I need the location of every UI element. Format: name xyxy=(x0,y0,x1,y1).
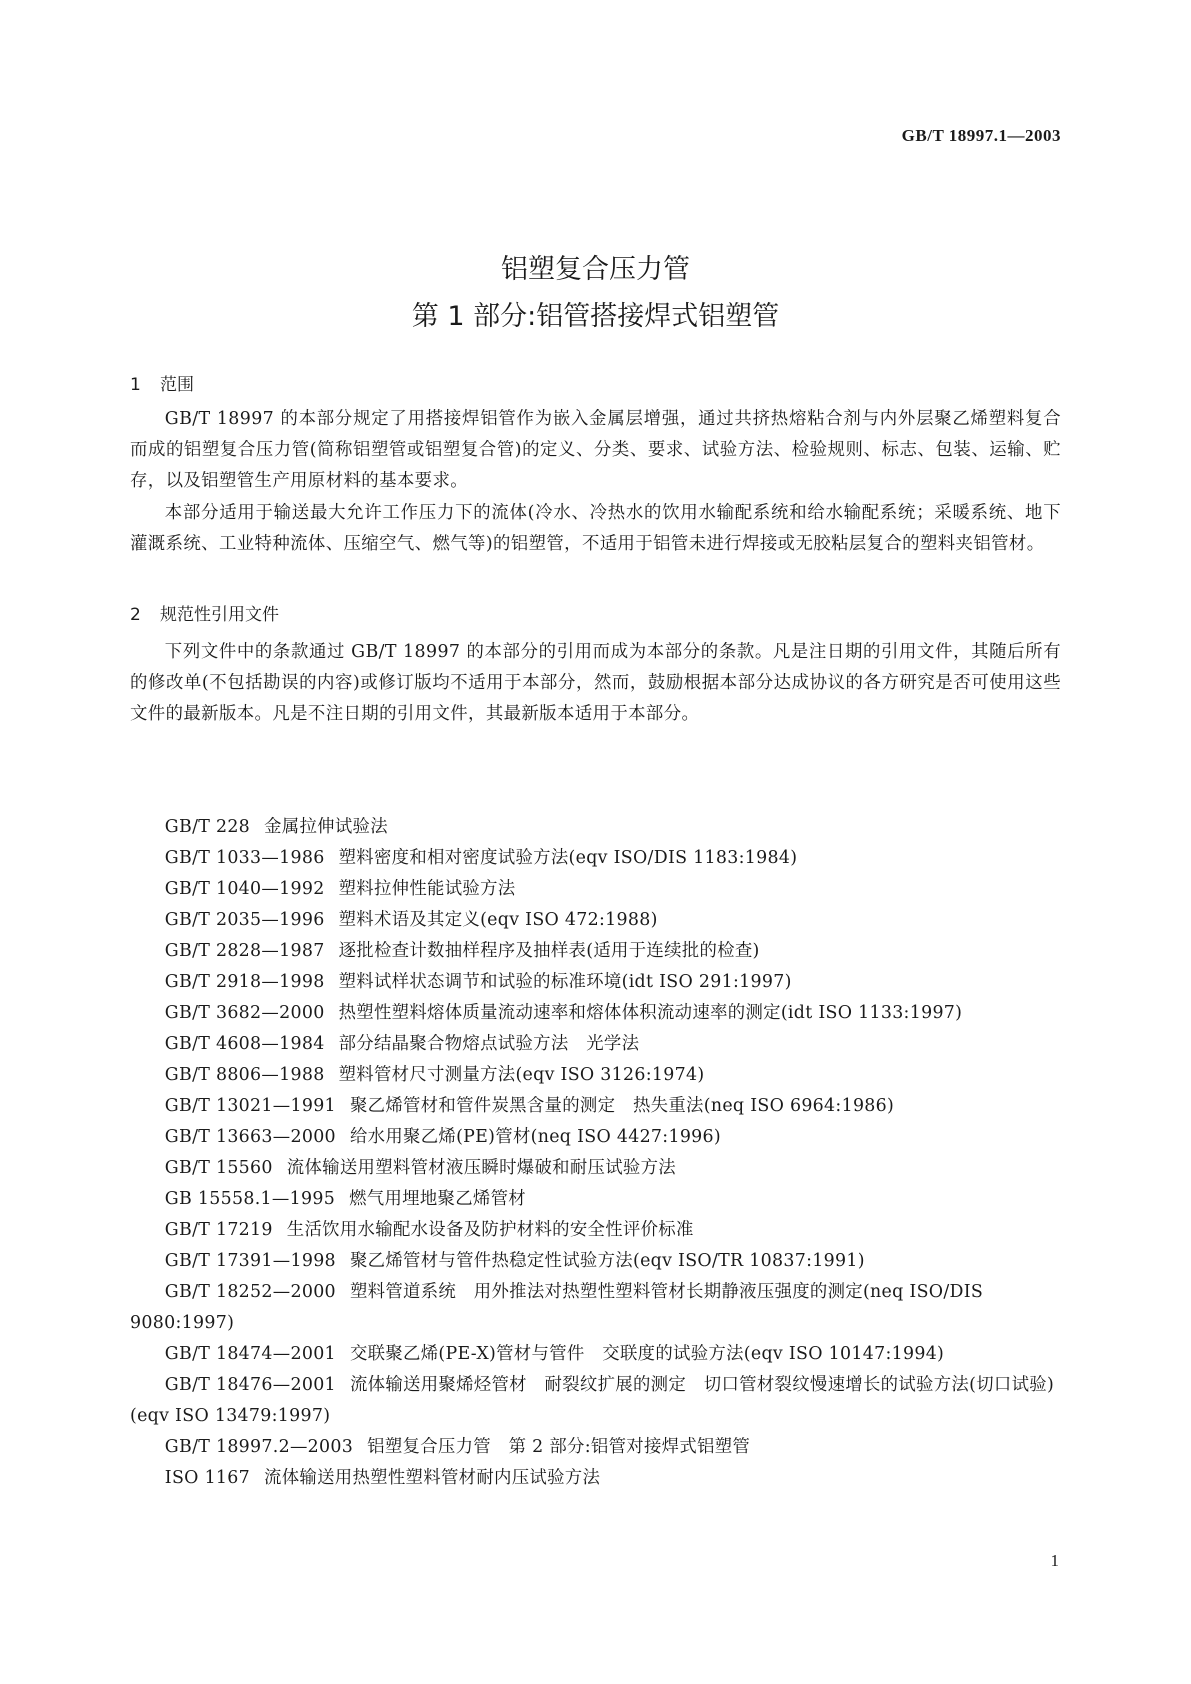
reference-item xyxy=(130,1029,1061,1060)
reference-item xyxy=(130,1184,1061,1215)
reference-code: GB/T 13663—2000 xyxy=(164,1127,336,1147)
reference-item xyxy=(130,1277,1061,1339)
reference-title: 塑料术语及其定义(eqv ISO 472:1988) xyxy=(338,910,658,930)
reference-item xyxy=(130,1215,1061,1246)
reference-item xyxy=(130,1060,1061,1091)
reference-title: 塑料拉伸性能试验方法 xyxy=(338,879,516,899)
reference-item xyxy=(130,1432,1061,1463)
reference-title: 铝塑复合压力管 第 2 部分:铝管对接焊式铝塑管 xyxy=(367,1437,751,1457)
section-title: 范围 xyxy=(160,375,194,395)
reference-title: 聚乙烯管材与管件热稳定性试验方法(eqv ISO/TR 10837:1991) xyxy=(349,1251,865,1271)
reference-title: 给水用聚乙烯(PE)管材(neq ISO 4427:1996) xyxy=(349,1127,721,1147)
reference-code: GB/T 1040—1992 xyxy=(164,879,325,899)
references-intro-paragraph: 下列文件中的条款通过 GB/T 18997 的本部分的引用而成为本部分的条款。凡是注日期的引用文件，其随后所有的修改单(不包括勘误的内容)或修订版均不适用于本部分，然而，鼓励根据本部分达成协议的各方研究是否可使用这些文件的最新版本。凡是不注日期的引用文件，其最新版本适用于本部分。 xyxy=(130,642,1061,724)
reference-title: 交联聚乙烯(PE-X)管材与管件 交联度的试验方法(eqv ISO 10147:1994) xyxy=(349,1344,945,1364)
reference-code: GB/T 18474—2001 xyxy=(164,1344,336,1364)
reference-title: 逐批检查计数抽样程序及抽样表(适用于连续批的检查) xyxy=(338,941,760,961)
reference-title: 流体输送用塑料管材液压瞬时爆破和耐压试验方法 xyxy=(286,1158,676,1178)
reference-code: GB/T 18252—2000 xyxy=(164,1282,336,1302)
reference-code: GB/T 228 xyxy=(164,817,251,837)
reference-item xyxy=(130,905,1061,936)
scope-paragraph-1: GB/T 18997 的本部分规定了用搭接焊铝管作为嵌入金属层增强，通过共挤热熔粘合剂与内外层聚乙烯塑料复合而成的铝塑复合压力管(简称铝塑管或铝塑复合管)的定义、分类、要求、试验方法、检验规则、标志、包装、运输、贮存，以及铝塑管生产用原材料的基本要求。 xyxy=(130,409,1061,491)
reference-code: GB/T 3682—2000 xyxy=(164,1003,325,1023)
normative-references-list xyxy=(130,812,1061,1494)
reference-title: 流体输送用热塑性塑料管材耐内压试验方法 xyxy=(264,1468,601,1488)
reference-item xyxy=(130,1122,1061,1153)
standard-code: GB/T 18997.1—2003 xyxy=(901,126,1061,145)
reference-item xyxy=(130,1153,1061,1184)
reference-title: 塑料管材尺寸测量方法(eqv ISO 3126:1974) xyxy=(338,1065,705,1085)
reference-code: GB/T 1033—1986 xyxy=(164,848,325,868)
reference-code: GB/T 4608—1984 xyxy=(164,1034,325,1054)
reference-code: GB/T 15560 xyxy=(164,1158,273,1178)
section-number: 1 xyxy=(130,375,141,395)
reference-code: GB/T 2035—1996 xyxy=(164,910,325,930)
reference-item xyxy=(130,1091,1061,1122)
reference-item xyxy=(130,843,1061,874)
reference-code: GB 15558.1—1995 xyxy=(164,1189,336,1209)
reference-code: GB/T 2918—1998 xyxy=(164,972,325,992)
reference-item xyxy=(130,936,1061,967)
reference-item xyxy=(130,1339,1061,1370)
reference-title: 聚乙烯管材和管件炭黑含量的测定 热失重法(neq ISO 6964:1986) xyxy=(349,1096,895,1116)
reference-code: ISO 1167 xyxy=(164,1468,251,1488)
reference-title: 部分结晶聚合物熔点试验方法 光学法 xyxy=(338,1034,640,1054)
reference-item xyxy=(130,1370,1061,1432)
section-2-heading xyxy=(130,600,279,625)
reference-title: 热塑性塑料熔体质量流动速率和熔体体积流动速率的测定(idt ISO 1133:1997) xyxy=(338,1003,963,1023)
reference-item xyxy=(130,998,1061,1029)
reference-item xyxy=(130,1463,1061,1494)
reference-code: GB/T 17391—1998 xyxy=(164,1251,336,1271)
reference-item xyxy=(130,874,1061,905)
reference-code: GB/T 8806—1988 xyxy=(164,1065,325,1085)
reference-code: GB/T 2828—1987 xyxy=(164,941,325,961)
reference-code: GB/T 18997.2—2003 xyxy=(164,1437,354,1457)
reference-title: 流体输送用聚烯烃管材 耐裂纹扩展的测定 切口管材裂纹慢速增长的试验方法(切口试验)(eqv ISO 13479:1997) xyxy=(130,1375,1055,1426)
reference-item xyxy=(130,1246,1061,1277)
reference-title: 金属拉伸试验法 xyxy=(264,817,388,837)
page-number: 1 xyxy=(1050,1551,1059,1570)
section-1-heading xyxy=(130,370,194,395)
reference-title: 生活饮用水输配水设备及防护材料的安全性评价标准 xyxy=(286,1220,694,1240)
reference-item xyxy=(130,967,1061,998)
section-title: 规范性引用文件 xyxy=(160,605,279,625)
reference-item xyxy=(130,812,1061,843)
reference-code: GB/T 17219 xyxy=(164,1220,273,1240)
section-number: 2 xyxy=(130,605,141,625)
scope-paragraph-2: 本部分适用于输送最大允许工作压力下的流体(冷水、冷热水的饮用水输配系统和给水输配系统；采暖系统、地下灌溉系统、工业特种流体、压缩空气、燃气等)的铝塑管，不适用于铝管未进行焊接或无胶粘层复合的塑料夹铝管材。 xyxy=(130,503,1061,554)
document-title-line1: 铝塑复合压力管 xyxy=(501,254,690,285)
reference-title: 燃气用埋地聚乙烯管材 xyxy=(349,1189,526,1209)
reference-title: 塑料管道系统 用外推法对热塑性塑料管材长期静液压强度的测定(neq ISO/DIS 9080:1997) xyxy=(130,1282,984,1333)
reference-title: 塑料密度和相对密度试验方法(eqv ISO/DIS 1183:1984) xyxy=(338,848,798,868)
document-title-line2: 第 1 部分:铝管搭接焊式铝塑管 xyxy=(411,301,780,332)
reference-title: 塑料试样状态调节和试验的标准环境(idt ISO 291:1997) xyxy=(338,972,792,992)
reference-code: GB/T 13021—1991 xyxy=(164,1096,336,1116)
reference-code: GB/T 18476—2001 xyxy=(164,1375,336,1395)
